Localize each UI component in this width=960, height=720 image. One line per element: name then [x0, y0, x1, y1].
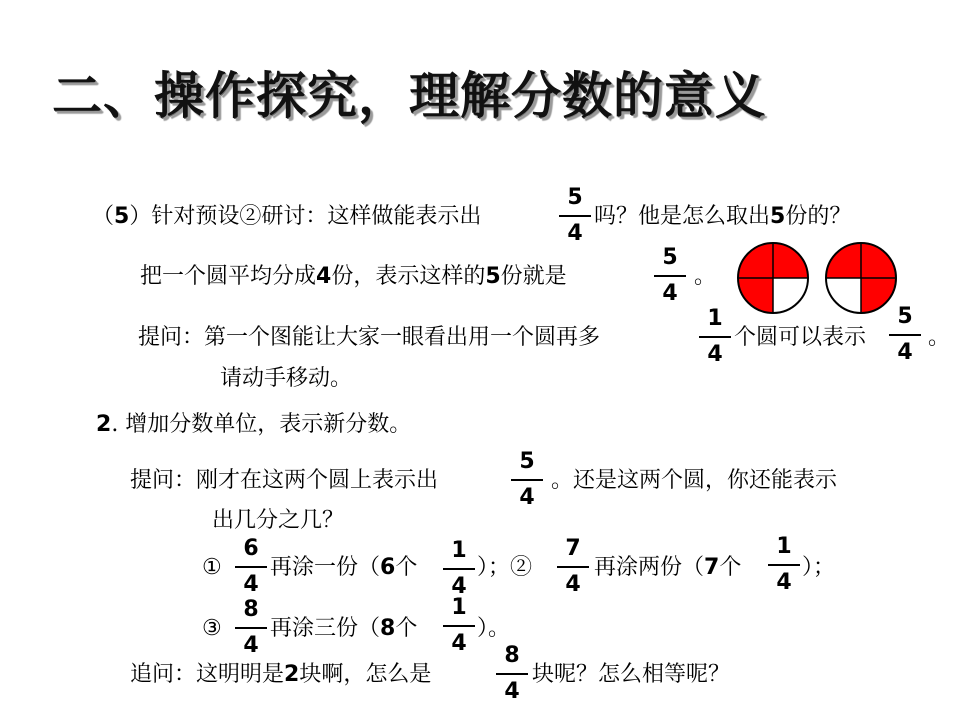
- item-three-close: ）。: [477, 616, 511, 641]
- section-2-text: . 增加分数单位，表示新分数。: [111, 412, 412, 437]
- fraction-numerator: 8: [243, 597, 259, 622]
- item-three-text: [270, 614, 417, 644]
- fraction-bar: [235, 566, 267, 568]
- follow-up-line-end: 块呢？怎么相等呢？: [532, 662, 731, 687]
- fraction-numerator: 5: [662, 245, 678, 270]
- section-2-heading: [96, 410, 411, 440]
- count-four: 4: [316, 264, 332, 289]
- count-six: 6: [380, 555, 396, 580]
- fraction-numerator: 7: [565, 536, 581, 561]
- fraction-bar: [511, 479, 543, 481]
- section-number: 2: [96, 412, 112, 437]
- fraction-denominator: 4: [707, 342, 723, 367]
- fraction-denominator: 4: [504, 679, 520, 704]
- count-five: 5: [770, 204, 786, 229]
- question-line: 提问：第一个图能让大家一眼看出用一个圆再多: [138, 325, 601, 350]
- fraction-denominator: 4: [776, 570, 792, 595]
- item-5-text-b: 吗？他是怎么取出: [594, 204, 771, 229]
- fraction-numerator: 6: [243, 536, 259, 561]
- fraction-numerator: 1: [776, 534, 792, 559]
- fraction-denominator: 4: [662, 281, 678, 306]
- item-one-text: [270, 553, 417, 583]
- fraction-denominator: 4: [451, 574, 467, 599]
- item-5-line-end: [594, 202, 851, 232]
- fraction-numerator: 8: [504, 643, 520, 668]
- fraction-denominator: 4: [897, 340, 913, 365]
- follow-up-line: [130, 660, 431, 690]
- item-three-text-a: 再涂三份（: [270, 616, 381, 641]
- fraction-bar: [443, 568, 475, 570]
- divide-text-c: 份就是: [500, 264, 567, 289]
- item-two-text-b: 个: [719, 555, 742, 580]
- item-three-text-b: 个: [395, 616, 418, 641]
- item-one-text-b: 个: [395, 555, 418, 580]
- paren-open: （: [92, 204, 115, 229]
- item-one-text-a: 再涂一份（: [270, 555, 381, 580]
- fraction-bar: [496, 673, 528, 675]
- question-line-b: 个圆可以表示: [734, 325, 867, 350]
- fraction-bar: [559, 215, 591, 217]
- fraction-numerator: 5: [897, 304, 913, 329]
- count-seven: 7: [704, 555, 720, 580]
- question-two-line: 提问：刚才在这两个圆上表示出: [130, 468, 439, 493]
- fraction-bar: [768, 564, 800, 566]
- fraction-bar: [443, 625, 475, 627]
- follow-up-text-a: 追问：这明明是: [130, 662, 285, 687]
- divide-circle-line: [140, 262, 567, 292]
- fraction-bar: [654, 275, 686, 277]
- item-one-text-c: ）；: [477, 555, 511, 580]
- instruction-line: 请动手移动。: [220, 366, 353, 391]
- fraction-bar: [235, 627, 267, 629]
- divide-text-a: 把一个圆平均分成: [140, 264, 317, 289]
- question-two-continuation: 出几分之几？: [212, 508, 345, 533]
- item-5-line: [92, 202, 481, 232]
- fraction-bar: [889, 334, 921, 336]
- item-two-marker: ②: [510, 555, 533, 580]
- item-number: 5: [114, 204, 130, 229]
- fraction-denominator: 4: [519, 485, 535, 510]
- fraction-denominator: 4: [243, 572, 259, 597]
- fraction-numerator: 1: [451, 538, 467, 563]
- item-5-text-a: ）针对预设②研讨：这样做能表示出: [129, 204, 482, 229]
- item-three-marker: ③: [202, 616, 222, 641]
- fraction-circles-figure: [735, 240, 903, 320]
- divide-text-b: 份，表示这样的: [331, 264, 486, 289]
- item-two-close: ）；: [802, 555, 836, 580]
- item-5-text-c: 份的？: [785, 204, 852, 229]
- circle-one: [738, 243, 808, 313]
- fraction-denominator: 4: [243, 633, 259, 658]
- item-two-text: [594, 553, 741, 583]
- item-one-marker: ①: [202, 555, 222, 580]
- fraction-numerator: 5: [567, 185, 583, 210]
- question-end: 。: [928, 325, 951, 350]
- question-two-line-b: 。还是这两个圆，你还能表示: [551, 468, 838, 493]
- item-two-text-a: 再涂两份（: [594, 555, 705, 580]
- fraction-bar: [557, 566, 589, 568]
- fraction-numerator: 1: [707, 306, 723, 331]
- fraction-denominator: 4: [565, 572, 581, 597]
- follow-up-text-b: 块啊，怎么是: [299, 662, 432, 687]
- item-one-close: [477, 553, 532, 583]
- fraction-bar: [699, 336, 731, 338]
- fraction-numerator: 1: [451, 595, 467, 620]
- count-two: 2: [284, 662, 300, 687]
- page-title: 二、操作探究，理解分数的意义: [52, 67, 766, 125]
- count-eight: 8: [380, 616, 396, 641]
- circle-two: [826, 243, 896, 313]
- divide-end: 。: [694, 264, 717, 289]
- fraction-numerator: 5: [519, 449, 535, 474]
- fraction-denominator: 4: [451, 631, 467, 656]
- count-five: 5: [485, 264, 501, 289]
- fraction-denominator: 4: [567, 221, 583, 246]
